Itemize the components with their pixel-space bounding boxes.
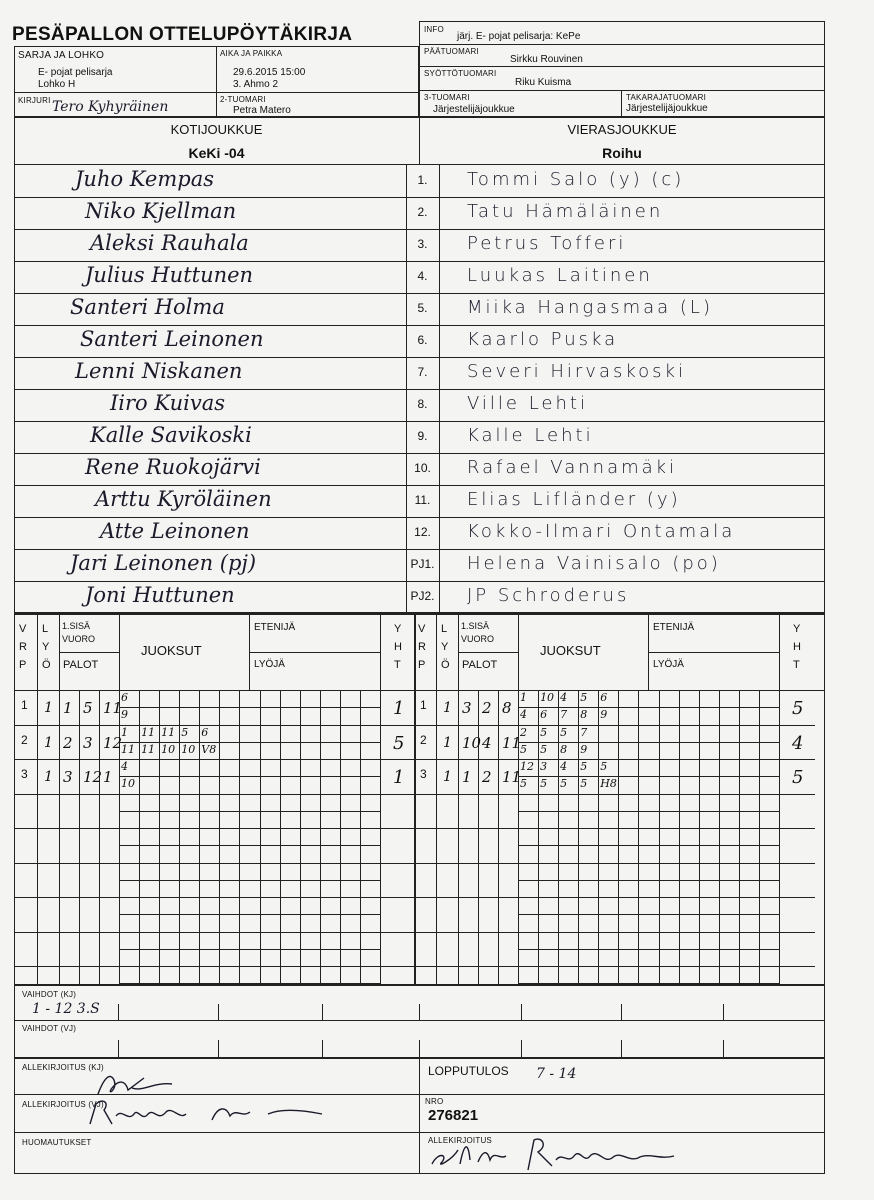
run-value-bottom: 11: [121, 742, 135, 756]
away-player-name: JP Schroderus: [467, 585, 630, 606]
away-player-name: Tatu Hämäläinen: [467, 201, 664, 222]
run-value-bottom: 5: [540, 777, 548, 791]
vrp-header-letter: V: [418, 623, 426, 635]
nro-value: 276821: [428, 1107, 479, 1124]
run-value-top: 3: [540, 760, 548, 773]
kirjuri-value: Tero Kyhyräinen: [52, 99, 169, 115]
vrp-header-letter: R: [418, 641, 426, 653]
inning-total: 4: [792, 732, 804, 754]
inning-total: 5: [393, 732, 405, 754]
palo-value: 2: [482, 768, 492, 786]
aika-value-2: 3. Ahmo 2: [233, 79, 279, 90]
home-player-name: Jari Leinonen (pj): [70, 551, 257, 575]
home-player-name: Rene Ruokojärvi: [85, 455, 261, 479]
run-value-bottom: 9: [580, 742, 588, 756]
home-player-name: Juho Kempas: [75, 167, 214, 191]
roster-row: [15, 421, 824, 453]
roster-row: [15, 197, 824, 229]
inning-number: 2: [21, 732, 28, 747]
page-title: PESÄPALLON OTTELUPÖYTÄKIRJA: [12, 24, 353, 45]
roster-table: [14, 165, 825, 613]
vaihdot-vj-label: VAIHDOT (VJ): [22, 1024, 77, 1033]
inning-number: 2: [420, 732, 427, 747]
vaihdot-kj-value: 1 - 12 3.S: [32, 1001, 100, 1017]
run-value-bottom: 5: [560, 777, 568, 791]
away-player-name: Kalle Lehti: [467, 425, 594, 446]
away-player-name: Severi Hirvaskoski: [467, 361, 686, 382]
home-player-name: Joni Huttunen: [85, 583, 235, 607]
roster-number: PJ2.: [410, 589, 435, 603]
inning-number: 1: [21, 698, 28, 712]
lyo-header-letter: Y: [42, 641, 50, 653]
lyo-value: 1: [44, 769, 53, 785]
syottotuomari-label: SYÖTTÖTUOMARI: [424, 69, 497, 78]
inning-total: 5: [792, 767, 804, 788]
takarajatuomari-label: TAKARAJATUOMARI: [626, 93, 707, 102]
away-player-name: Ville Lehti: [467, 393, 588, 414]
palo-value: 5: [83, 699, 93, 717]
run-value-bottom: 10: [161, 742, 176, 756]
run-value-top: 10: [540, 691, 555, 704]
sisa-vuoro-header: VUORO: [461, 634, 495, 644]
home-player-name: Niko Kjellman: [85, 199, 237, 223]
away-player-name: Kaarlo Puska: [467, 329, 619, 350]
palo-value: 8: [502, 699, 512, 717]
run-value-bottom: 5: [520, 742, 527, 756]
away-player-name: Miika Hangasmaa (L): [467, 297, 713, 318]
lyoja-header: LYÖJÄ: [254, 659, 285, 670]
run-value-top: 4: [560, 691, 568, 704]
run-value-bottom: 7: [560, 708, 568, 722]
vaihdot-kj-label: VAIHDOT (KJ): [22, 990, 77, 999]
roster-number: 2.: [417, 205, 428, 219]
roster-row: [15, 389, 824, 421]
juoksut-header: JUOKSUT: [141, 643, 202, 658]
roster-number: 4.: [417, 269, 428, 283]
run-value-top: 6: [121, 691, 128, 704]
run-value-top: 11: [141, 725, 156, 739]
roster-number: 9.: [417, 429, 428, 443]
run-value-bottom: 4: [520, 708, 527, 722]
huomautukset-label: HUOMAUTUKSET: [22, 1138, 92, 1147]
palo-value: 3: [462, 699, 472, 717]
away-team-name: Roihu: [602, 145, 642, 161]
home-team-label: KOTIJOUKKUE: [170, 122, 263, 137]
roster-row: [15, 325, 824, 357]
palo-value: 10: [462, 733, 482, 752]
home-player-name: Kalle Savikoski: [90, 423, 252, 447]
roster-row: [15, 485, 824, 517]
run-value-top: 5: [580, 760, 588, 773]
roster-row: [15, 293, 824, 325]
run-value-bottom: 9: [600, 708, 608, 722]
lyo-value: 1: [443, 734, 452, 751]
run-value-top: 11: [161, 725, 176, 739]
roster-row: [15, 517, 824, 549]
run-value-bottom: 5: [580, 777, 588, 791]
tuomari2-value: Petra Matero: [233, 105, 291, 116]
home-inning-row: [15, 690, 416, 725]
roster-number: 11.: [414, 493, 431, 507]
away-player-name: Kokko-Ilmari Ontamala: [467, 521, 736, 542]
home-player-name: Iiro Kuivas: [110, 391, 225, 415]
tuomari3-value: Järjestelijäjoukkue: [433, 104, 515, 115]
away-player-name: Rafael Vannamäki: [467, 457, 678, 478]
syottotuomari-value: Riku Kuisma: [515, 77, 572, 88]
away-player-name: Helena Vainisalo (po): [467, 553, 721, 574]
home-player-name: Julius Huttunen: [85, 263, 254, 287]
away-player-name: Petrus Tofferi: [467, 233, 627, 254]
yht-header-letter: T: [394, 659, 401, 671]
palo-value: 3: [63, 768, 73, 786]
palo-value: 4: [482, 733, 492, 752]
run-value-bottom: 8: [560, 742, 568, 756]
lyo-header-letter: L: [441, 623, 448, 635]
run-value-top: 5: [181, 725, 189, 739]
vrp-header-letter: P: [418, 659, 426, 671]
roster-number: 3.: [417, 237, 428, 251]
sarja-value-1: E- pojat pelisarja: [38, 67, 113, 78]
run-value-top: 6: [600, 691, 608, 704]
vrp-header-letter: P: [19, 659, 27, 671]
run-value-bottom: 10: [181, 742, 196, 756]
info-value: järj. E- pojat pelisarja: KePe: [457, 31, 581, 42]
lyoja-header: LYÖJÄ: [653, 659, 684, 670]
run-value-bottom: 11: [141, 742, 156, 756]
inning-number: 3: [21, 767, 28, 781]
yht-header-letter: H: [394, 641, 402, 653]
lyo-value: 1: [443, 700, 452, 716]
paatuomari-value: Sirkku Rouvinen: [510, 54, 583, 65]
palot-header: PALOT: [462, 659, 498, 671]
inning-number: 3: [420, 767, 427, 781]
inning-total: 1: [393, 767, 405, 788]
run-value-top: 4: [121, 760, 128, 773]
run-value-bottom: 8: [580, 708, 588, 722]
palo-value: 12: [103, 733, 123, 752]
signature-vj: [82, 1094, 342, 1130]
yht-header-letter: Y: [793, 623, 801, 635]
tuomari2-label: 2-TUOMARI: [220, 95, 266, 104]
sisa-vuoro-header: 1.SISÄ: [62, 621, 91, 631]
run-value-bottom: H8: [600, 777, 617, 791]
home-inning-row: [15, 759, 416, 794]
sisa-vuoro-header: 1.SISÄ: [461, 621, 490, 631]
palo-value: 11: [502, 733, 522, 752]
roster-number: 6.: [417, 333, 428, 347]
run-value-bottom: 5: [520, 777, 527, 791]
away-player-name: Luukas Laitinen: [467, 265, 653, 286]
palo-value: 3: [83, 733, 93, 752]
etenija-header: ETENIJÄ: [653, 622, 695, 633]
roster-number: PJ1.: [410, 557, 435, 571]
sarja-value-2: Lohko H: [38, 79, 76, 90]
palo-value: 2: [63, 733, 73, 752]
inning-total: 1: [393, 698, 405, 719]
roster-number: 7.: [417, 365, 428, 379]
run-value-top: 5: [580, 691, 588, 704]
home-team-name: KeKi -04: [188, 145, 245, 161]
run-value-top: 5: [600, 760, 608, 773]
away-inning-row: [414, 690, 815, 725]
vrp-header-letter: R: [19, 641, 27, 653]
roster-row: [15, 261, 824, 293]
roster-row: [15, 549, 824, 581]
lyo-header-letter: Ö: [441, 659, 450, 671]
roster-row: [15, 229, 824, 261]
lyo-header-letter: Y: [441, 641, 449, 653]
sisa-vuoro-header: VUORO: [62, 634, 96, 644]
home-player-name: Aleksi Rauhala: [90, 231, 249, 255]
allekirjoitus-label: ALLEKIRJOITUS: [428, 1136, 492, 1145]
home-player-name: Atte Leinonen: [100, 519, 250, 543]
info-label: INFO: [424, 25, 444, 34]
run-value-top: 6: [201, 725, 209, 739]
roster-row: [15, 581, 824, 613]
palo-value: 11: [103, 699, 123, 717]
home-player-name: Lenni Niskanen: [75, 359, 243, 383]
palot-header: PALOT: [63, 659, 99, 671]
roster-number: 8.: [417, 397, 428, 411]
home-player-name: Santeri Holma: [70, 295, 225, 319]
yht-header-letter: Y: [394, 623, 402, 635]
signature-referee: [428, 1130, 688, 1174]
run-value-top: 1: [520, 691, 527, 704]
palo-value: 1: [462, 768, 472, 786]
lopputulos-label: LOPPUTULOS: [428, 1064, 509, 1078]
yht-header-letter: T: [793, 659, 800, 671]
nro-label: NRO: [425, 1097, 444, 1106]
lyo-header-letter: L: [42, 623, 49, 635]
score-grid: [14, 613, 825, 985]
palo-value: 11: [502, 768, 522, 786]
paatuomari-label: PÄÄTUOMARI: [424, 47, 479, 56]
lyo-value: 1: [44, 734, 53, 751]
inning-total: 5: [792, 698, 804, 719]
allekirjoitus-vj-label: ALLEKIRJOITUS (VJ): [22, 1100, 104, 1109]
away-player-name: Elias Lifländer (y): [467, 489, 681, 510]
palo-value: 1: [103, 768, 113, 786]
away-player-name: Tommi Salo (y) (c): [467, 169, 685, 190]
juoksut-header: JUOKSUT: [540, 643, 601, 658]
run-value-top: 12: [520, 760, 534, 773]
run-value-top: 2: [520, 725, 527, 739]
home-player-name: Arttu Kyröläinen: [95, 487, 272, 511]
run-value-top: 5: [560, 725, 568, 739]
kirjuri-label: KIRJURI: [18, 96, 51, 105]
run-value-top: 5: [540, 725, 548, 739]
palo-value: 2: [482, 699, 492, 717]
run-value-bottom: 6: [540, 708, 548, 722]
palo-value: 12: [83, 768, 103, 786]
home-player-name: Santeri Leinonen: [80, 327, 264, 351]
roster-row: [15, 453, 824, 485]
aika-value-1: 29.6.2015 15:00: [233, 67, 306, 78]
tuomari3-label: 3-TUOMARI: [424, 93, 470, 102]
vrp-header-letter: V: [19, 623, 27, 635]
away-team-label: VIERASJOUKKUE: [567, 122, 677, 137]
lyo-header-letter: Ö: [42, 659, 51, 671]
lyo-value: 1: [44, 700, 53, 716]
run-value-top: 4: [560, 760, 568, 773]
allekirjoitus-kj-label: ALLEKIRJOITUS (KJ): [22, 1063, 104, 1072]
roster-number: 5.: [417, 301, 428, 315]
run-value-bottom: 10: [121, 777, 135, 791]
run-value-bottom: 5: [540, 742, 548, 756]
roster-row: [15, 165, 824, 197]
run-value-bottom: 9: [121, 708, 128, 722]
roster-row: [15, 357, 824, 389]
lopputulos-value: 7 - 14: [536, 1066, 577, 1082]
run-value-top: 1: [121, 725, 128, 739]
etenija-header: ETENIJÄ: [254, 622, 296, 633]
run-value-bottom: V8: [201, 742, 217, 756]
palo-value: 1: [63, 699, 73, 717]
lyo-value: 1: [443, 769, 452, 785]
roster-number: 1.: [417, 173, 428, 187]
aika-label: AIKA JA PAIKKA: [220, 49, 283, 58]
takarajatuomari-value: Järjestelijäjoukkue: [626, 103, 708, 114]
inning-number: 1: [420, 698, 427, 712]
roster-number: 10.: [414, 461, 431, 475]
roster-number: 12.: [414, 525, 431, 539]
run-value-top: 7: [580, 725, 588, 739]
yht-header-letter: H: [793, 641, 801, 653]
sarja-label: SARJA JA LOHKO: [18, 50, 105, 61]
